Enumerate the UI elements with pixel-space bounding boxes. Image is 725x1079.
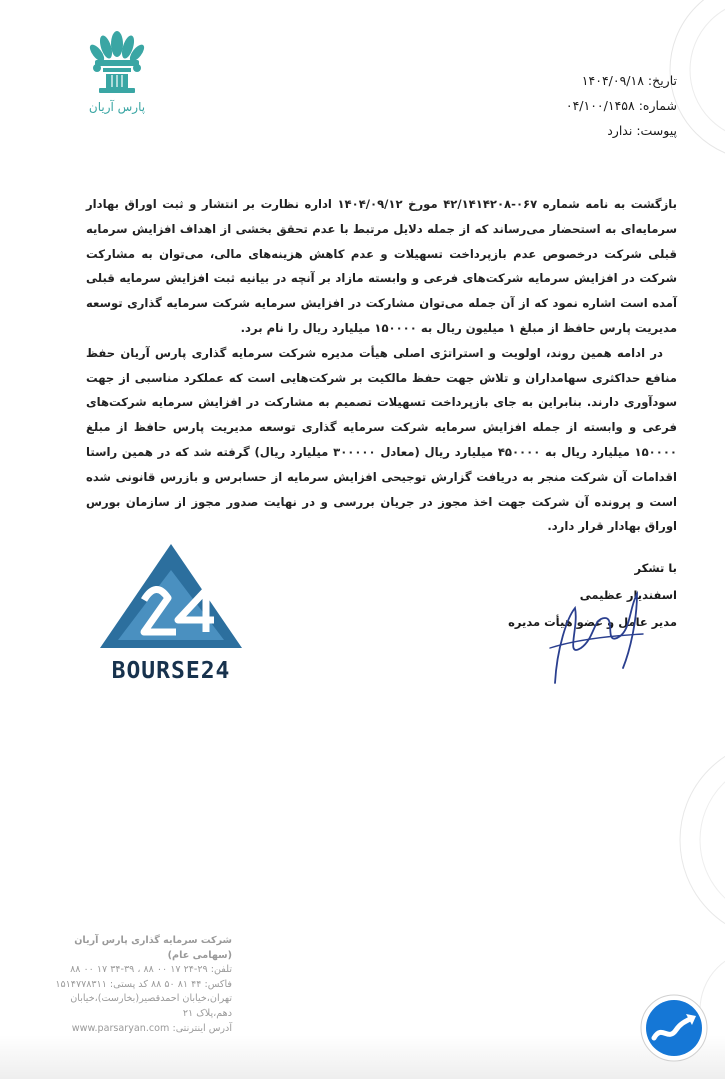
date-line: تاریخ: ۱۴۰۴/۰۹/۱۸ — [581, 73, 677, 88]
bourse24-text: BOURSE24 — [111, 658, 231, 684]
letter-body — [86, 192, 677, 539]
footer-phone: تلفن: ۲۹-۲۴ ۱۷ ۰۰ ۸۸ ، ۳۹-۳۴ ۱۷ ۰۰ ۸۸ — [70, 964, 232, 976]
letter-meta — [566, 68, 677, 143]
attachment-line: پیوست: ندارد — [607, 123, 677, 138]
trend-badge-icon — [640, 994, 708, 1062]
number-line: شماره: ۰۴/۱۰۰/۱۴۵۸ — [565, 98, 677, 113]
handwritten-signature — [545, 588, 655, 698]
footer-company: شرکت سرمایه گذاری پارس آریان (سهامی عام) — [74, 935, 232, 961]
footer-address: تهران،خیابان احمدقصیر(بخارست)،خیابان دهم،پلاک ۲۱ — [70, 993, 232, 1019]
column-capital-icon — [87, 28, 147, 94]
signer-name: اسفندیار عظیمی — [579, 588, 677, 602]
footer-website: آدرس اینترنتی: www.parsaryan.com — [71, 1022, 232, 1034]
closing-text: با تشکر — [634, 561, 677, 575]
company-logo — [82, 28, 152, 114]
signer-title: مدیر عامل و عضو هیأت مدیره — [508, 615, 677, 629]
footer-contact — [32, 934, 232, 1051]
bourse24-triangle-icon — [96, 540, 246, 652]
paragraph-2: در ادامه همین روند، اولویت و استراتژی اصلی هیأت مدیره شرکت سرمایه گذاری پارس آریان حفظ منافع حداکثری سهامداران و تلاش جهت حفظ مالکیت بر شرکت‌هایی است که عملکرد مناسبی از جهت سودآوری دارند. بنابراین به جای بازپرداخت تسهیلات تصمیم به مشارکت در افزایش سرمایه شرکت‌های فرعی و وابسته از جمله افزایش سرمایه شرکت سرمایه گذاری توسعه مدیریت پارس حافظ از مبلغ ۱۵۰۰۰۰ میلیارد ریال به ۴۵۰۰۰۰ میلیارد ریال (معادل ۳۰۰۰۰۰ میلیارد ریال) گرفته شد که در همین راستا اقدامات آن شرکت منجر به دریافت گزارش توجیحی افزایش سرمایه از حسابرس و بازرس قانونی شده است و پرونده آن شرکت جهت اخذ مجوز در جریان بررسی و در نهایت صدور مجوز از سازمان بورس اوراق بهادار قرار دارد. — [86, 345, 677, 534]
paragraph-1: بازگشت به نامه شماره ۰۶۷-۴۲/۱۴۱۴۲۰۸ مورخ ۱۴۰۴/۰۹/۱۲ اداره نظارت بر انتشار و ثبت اوراق بهادار سرمایه‌ای به استحضار می‌رساند که از جمله دلایل مرتبط با عدم تحقق بخشی از اهداف افزایش سرمایه قبلی شرکت درخصوص عدم بازپرداخت تسهیلات و عدم کاهش هزینه‌های مالی، می‌توان به مشارکت شرکت در افزایش سرمایه شرکت‌های فرعی و وابسته مازاد بر آنچه در بیانیه ثبت افزایش سرمایه قبلی آمده است اشاره نمود که از آن جمله می‌توان مشارکت در افزایش سرمایه شرکت سرمایه گذاری توسعه مدیریت پارس حافظ از مبلغ ۱ میلیون ریال به ۱۵۰۰۰۰ میلیارد ریال را نام برد. — [86, 197, 677, 335]
logo-text: پارس آریان — [88, 100, 146, 114]
bottom-band — [0, 1035, 725, 1079]
bourse24-watermark — [96, 540, 246, 684]
footer-fax: فاکس: ۴۴ ۸۱ ۵۰ ۸۸ کد پستی: ۱۵۱۴۷۷۸۳۱۱ — [55, 978, 232, 990]
